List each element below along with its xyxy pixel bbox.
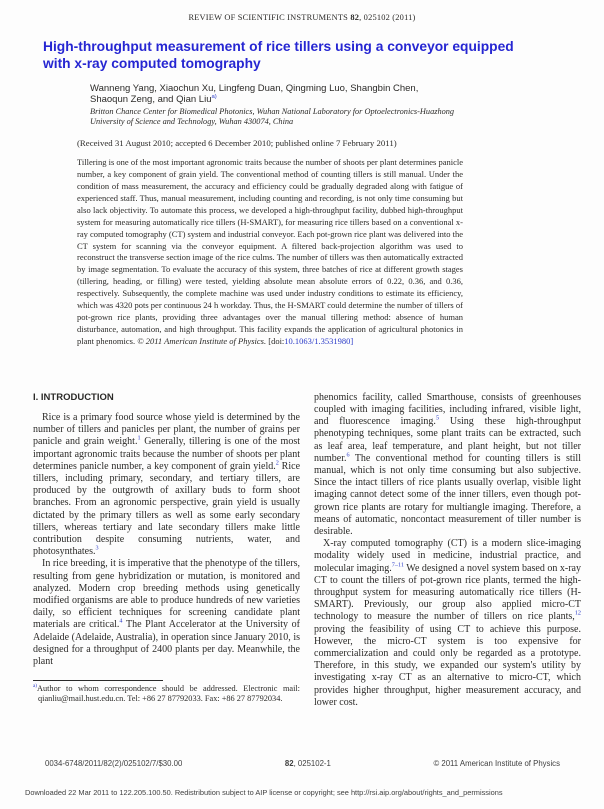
text-segment: , 025102-1 [293, 759, 331, 768]
text-segment: REVIEW OF SCIENTIFIC INSTRUMENTS [188, 13, 351, 22]
text-segment: phenomics facility, called Smarthouse, consists of greenhouses coupled with imaging facilities, including infrared, visible light, and fluorescence imaging. [314, 391, 581, 428]
abstract [77, 157, 463, 348]
text-segment: Generally, tillering is one of the most important agronomic traits because the number of shoots per plant determines panicle number, a key component of grain yield. [33, 436, 300, 472]
citation-superscript[interactable]: 6 [346, 451, 350, 459]
left-column [33, 392, 300, 709]
footnote-text [33, 684, 300, 704]
text-segment: proving the feasibility of using CT to achieve this purpose. However, the micro-CT system is too expensive for commercialization and could only be regarded as a prototype. Therefore, in this study, we expanded our system's utility by investigating x-ray CT as an alternative to micro-CT, which provides higher throughput, higher measurement accuracy, and lower cost. [314, 623, 581, 708]
doi-link[interactable]: 10.1063/1.3531980 [284, 335, 351, 346]
intro-paragraph-2-continued [314, 392, 581, 538]
citation-superscript[interactable]: 4 [119, 618, 123, 626]
text-segment: Author to whom correspondence should be addressed. Electronic mail: qianliu@mail.hust.edu.cn. Tel: +86 27 87792033. Fax: +86 27 87792034. [36, 684, 300, 704]
citation-superscript[interactable]: 1 [137, 434, 141, 442]
text-segment: Shaoqun Zeng, and Qian Liu [90, 94, 212, 105]
text-segment: Rice is a primary food source whose yield is determined by the number of tillers and panicles per plant, the number of grains per panicle and grain weight. [33, 411, 300, 448]
intro-paragraph-2 [33, 558, 300, 668]
download-notice: Downloaded 22 Mar 2011 to 122.205.100.50. Redistribution subject to AIP license or copyright; see http://rsi.aip.org/about/rights_and_permissions [25, 788, 503, 797]
text-segment: We designed a novel system based on x-ray CT to count the tillers of pot-grown rice plants, termed the high-throughput system for measuring automatically rice tillers (H-SMART). Previously, our group also applied micro-CT technology to measure the number of tillers on rice plants, [314, 562, 581, 623]
citation-superscript[interactable]: a) [211, 93, 217, 100]
doi-link[interactable]: ] [350, 335, 354, 346]
bold-text: 82 [284, 759, 294, 768]
text-segment: , 025102 (2011) [359, 13, 416, 22]
intro-paragraph-1 [33, 412, 300, 558]
footnote-rule [33, 680, 163, 681]
text-segment: In rice breeding, it is imperative that the phenotype of the tillers, resulting from gene hybridization or mutation, is monitored and analyzed. Modern crop breeding methods using genetically modified organisms are able to produce hundreds of new varieties daily, so efficient techniques for screening candidate plant materials are critical. [33, 558, 300, 631]
authors-line2 [90, 94, 604, 105]
author-list [90, 83, 604, 105]
authors-line1: Wanneng Yang, Xiaochun Xu, Lingfeng Duan, Qingming Luo, Shangbin Chen, [90, 83, 419, 94]
citation-superscript[interactable]: 2 [275, 459, 279, 467]
citation-superscript[interactable]: 7–11 [391, 561, 404, 569]
text-segment: Rice tillers, including primary, secondary, and tertiary tillers, are produced by the outgrowth of axillary buds to form shoot branches. From an agronomic perspective, grain yield is usually dictated by the primary tillers as well as some early secondary tillers, whereas tertiary and late secondary tillers make little contribution despite consuming nutrients, water, and photosynthates. [33, 460, 301, 558]
citation-superscript[interactable]: 12 [574, 610, 581, 618]
journal-header [0, 0, 604, 22]
citation-superscript[interactable]: 5 [435, 414, 440, 422]
affiliation [90, 107, 604, 126]
text-segment: The Plant Accelerator at the University of Adelaide (Adelaide, Australia), in operation since January 2010, is designed for a throughput of 2400 plants per day. Meanwhile, the plant [33, 619, 300, 667]
affiliation-line2: University of Science and Technology, Wuhan 430074, China [90, 116, 294, 126]
citation-superscript[interactable]: 3 [95, 544, 99, 552]
article-title-line1: High-throughput measurement of rice tillers using a conveyor equipped [43, 39, 514, 54]
body-columns [33, 392, 581, 709]
right-column [314, 392, 581, 709]
footer-copyright: © 2011 American Institute of Physics [433, 759, 560, 768]
bold-text: 82 [350, 13, 360, 22]
received-dates: (Received 31 August 2010; accepted 6 December 2010; published online 7 February 2011) [77, 138, 397, 149]
intro-paragraph-3 [314, 538, 581, 709]
footnote [33, 680, 300, 704]
footer-page-number [285, 759, 331, 768]
citation-superscript[interactable]: a) [33, 683, 37, 690]
article-title-line2: with x-ray computed tomography [43, 56, 261, 71]
text-segment: The conventional method for counting tillers is still manual, which is not only time consuming but also subjective. Since the intact tillers of rice plants usually overlap, visible light imaging cannot detect some of the inner tillers, even though pot-grown rice plants are rotary for multiangle imaging. Therefore, a means of automatic, noncontact measurement of tiller number is desirable. [314, 452, 581, 537]
text-segment: X-ray computed tomography (CT) is a modern slice-imaging modality widely used in medicine, industrial practice, and molecular imaging. [314, 538, 581, 574]
article-title [43, 38, 553, 72]
footer-issn-price: 0034-6748/2011/82(2)/025102/7/$30.00 [45, 759, 183, 768]
affiliation-line1: Britton Chance Center for Biomedical Photonics, Wuhan National Laboratory for Optoelectronics-Huazhong [90, 107, 455, 116]
page-footer [0, 759, 604, 768]
text-segment: Tillering is one of the most important agronomic traits because the number of shoots per plant determines panicle number, a key component of grain yield. The conventional method of counting tillers is still manual. Under the condition of mass measurement, the accuracy and efficiency could be gradually degraded along with fatigue of experienced staff. Thus, manual measurement, including counting and recording, is not only time consuming but also lack objectivity. To automate this process, we developed a high-throughput facility, dubbed high-throughput system for measuring automatically rice tillers (H-SMART), for measuring rice tillers based on a conventional x-ray computed tomography (CT) system and industrial conveyor. Each pot-grown rice plant was delivered into the CT system for scanning via the conveyor equipment. A filtered back-projection algorithm was used to reconstruct the transverse section image of the rice culms. The number of tillers was then automatically extracted by image segmentation. To evaluate the accuracy of this system, three batches of rice at different growth stages (tillering, heading, or filling) were tested, yielding absolute mean absolute errors of 0.22, 0.36, and 0.36, respectively. Subsequently, the complete machine was used under industry conditions to estimate its efficiency, which was 4320 pots per continuous 24 h workday. Thus, the H-SMART could determine the number of tillers of pot-grown rice plants, providing three advantages over the manual tillering method: absence of human disturbance, automation, and high throughput. This facility expands the application of agricultural photonics in plant phenomics. [77, 157, 463, 346]
text-segment: Using these high-throughput phenotyping techniques, some plant traits can be extracted, such as leaf area, leaf temperature, and plant height, but not tiller number. [314, 416, 582, 464]
italic-text: © 2011 American Institute of Physics. [137, 335, 267, 346]
section-heading-introduction: I. INTRODUCTION [33, 391, 114, 403]
text-segment: [doi: [266, 335, 285, 346]
